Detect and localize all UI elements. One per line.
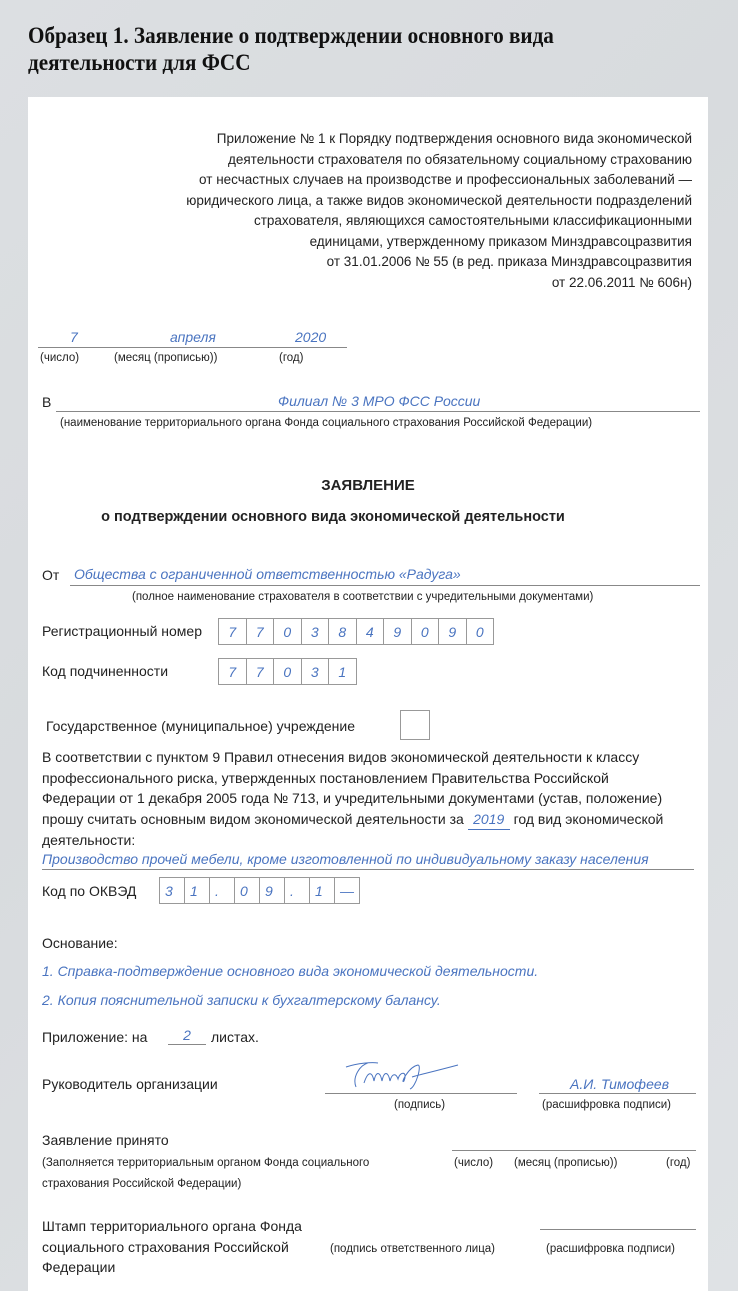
appendix-line: Приложение № 1 к Порядку подтверждения основного вида экономической xyxy=(216,131,692,146)
sub-code-digit[interactable]: 7 xyxy=(218,658,247,685)
head-name-line xyxy=(539,1093,696,1094)
state-institution-label: Государственное (муниципальное) учреждение xyxy=(46,718,355,734)
request-paragraph xyxy=(42,747,702,851)
reg-number-digit[interactable]: 0 xyxy=(411,618,440,645)
sub-code-label: Код подчиненности xyxy=(42,663,169,679)
sub-code-cells[interactable] xyxy=(219,658,357,685)
okved-label: Код по ОКВЭД xyxy=(42,883,137,899)
reg-number-digit[interactable]: 0 xyxy=(466,618,495,645)
appendix-note xyxy=(132,129,692,293)
appendix-line: страхователя, являющихся самостоятельными классификационными xyxy=(253,213,692,228)
appendix-line: юридического лица, а также видов экономической деятельности подразделений xyxy=(186,192,692,208)
signature-image xyxy=(338,1057,478,1096)
appendix-line: от 22.06.2011 № 606н) xyxy=(551,274,692,290)
stamp-name-caption: (расшифровка подписи) xyxy=(546,1243,675,1255)
accepted-day-caption: (число) xyxy=(454,1157,494,1169)
reg-number-digit[interactable]: 4 xyxy=(356,618,385,645)
stamp-line: социального страхования Российской xyxy=(42,1238,289,1255)
okved-char[interactable]: . xyxy=(284,877,310,904)
accepted-note-line: (Заполняется территориальным органом Фонда социального xyxy=(42,1157,370,1169)
accepted-year-caption: (год) xyxy=(666,1157,691,1169)
paragraph-line xyxy=(42,809,702,831)
paragraph-text: год вид экономической xyxy=(513,810,664,827)
reg-number-digit[interactable]: 7 xyxy=(246,618,275,645)
reg-number-digit[interactable]: 9 xyxy=(383,618,412,645)
recipient-caption: (наименование территориального органа Фонда социального страхования Российской Федерации) xyxy=(60,417,593,429)
signature-stroke xyxy=(346,1063,458,1089)
recipient-prefix: В xyxy=(42,394,52,410)
head-signature-caption: (подпись) xyxy=(394,1099,446,1111)
activity-underline xyxy=(42,869,694,870)
paragraph-line: В соответствии с пунктом 9 Правил отнесения видов экономической деятельности к классу xyxy=(42,749,640,765)
stamp-label xyxy=(42,1216,302,1278)
date-year-caption: (год) xyxy=(279,352,304,364)
reg-number-digit[interactable]: 8 xyxy=(328,618,357,645)
from-caption: (полное наименование страхователя в соответствии с учредительными документами) xyxy=(132,591,594,603)
sub-code-digit[interactable]: 7 xyxy=(246,658,275,685)
reg-number-label: Регистрационный номер xyxy=(42,623,202,639)
basis-label: Основание: xyxy=(42,935,118,951)
stamp-name-line xyxy=(540,1229,696,1230)
date-underline xyxy=(38,347,347,348)
appendix-line: от несчастных случаев на производстве и профессиональных заболеваний — xyxy=(199,172,692,187)
date-day[interactable]: 7 xyxy=(70,329,78,345)
accepted-label: Заявление принято xyxy=(42,1132,169,1148)
okved-cells[interactable] xyxy=(160,877,360,904)
state-institution-checkbox[interactable] xyxy=(400,710,430,740)
reg-number-digit[interactable]: 3 xyxy=(301,618,330,645)
report-year[interactable]: 2019 xyxy=(468,809,510,831)
from-value[interactable]: Общества с ограниченной ответственностью «Радуга» xyxy=(74,566,461,582)
date-year[interactable]: 2020 xyxy=(295,329,327,345)
okved-char[interactable]: . xyxy=(209,877,235,904)
attachment-label: Приложение: на xyxy=(42,1029,148,1045)
stamp-line: Федерации xyxy=(42,1259,116,1275)
paragraph-line: Федерации от 1 декабря 2005 года № 713, и учредительными документами (устав, положение) xyxy=(42,790,663,806)
recipient-value[interactable]: Филиал № 3 МРО ФСС России xyxy=(278,393,481,409)
paragraph-line: деятельности: xyxy=(42,832,136,848)
date-month-caption: (месяц (прописью)) xyxy=(114,352,218,364)
okved-char[interactable]: 3 xyxy=(159,877,185,904)
basis-item[interactable]: 2. Копия пояснительной записки к бухгалтерскому балансу. xyxy=(42,992,441,1008)
accepted-month-caption: (месяц (прописью)) xyxy=(514,1157,618,1169)
sub-code-digit[interactable]: 0 xyxy=(273,658,302,685)
stamp-line: Штамп территориального органа Фонда xyxy=(42,1218,302,1234)
paragraph-line: профессионального риска, утвержденных постановлением Правительства Российской xyxy=(42,769,609,786)
okved-char[interactable]: 0 xyxy=(234,877,260,904)
basis-item[interactable]: 1. Справка-подтверждение основного вида экономической деятельности. xyxy=(42,963,539,979)
reg-number-digit[interactable]: 9 xyxy=(438,618,467,645)
okved-char[interactable]: 1 xyxy=(184,877,210,904)
attachment-count[interactable]: 2 xyxy=(168,1027,206,1045)
document-subtitle: о подтверждении основного вида экономической деятельности xyxy=(101,509,565,525)
okved-char[interactable]: 9 xyxy=(259,877,285,904)
appendix-line: деятельности страхователя по обязательному социальному страхованию xyxy=(227,151,692,167)
accepted-note-line: страхования Российской Федерации) xyxy=(42,1178,242,1190)
document-title: ЗАЯВЛЕНИЕ xyxy=(321,477,415,494)
appendix-line: от 31.01.2006 № 55 (в ред. приказа Минздравсоцразвития xyxy=(326,254,692,269)
date-day-caption: (число) xyxy=(40,352,80,364)
document-page xyxy=(28,97,708,1291)
head-label: Руководитель организации xyxy=(42,1076,218,1092)
head-name[interactable]: А.И. Тимофеев xyxy=(570,1076,670,1092)
paragraph-text: прошу считать основным видом экономической деятельности за xyxy=(42,810,464,827)
head-signature-line xyxy=(325,1093,517,1094)
stamp-signature-caption: (подпись ответственного лица) xyxy=(330,1243,496,1255)
reg-number-cells[interactable] xyxy=(219,618,494,645)
sub-code-digit[interactable]: 1 xyxy=(328,658,357,685)
from-prefix: От xyxy=(42,567,60,583)
appendix-line: единицами, утвержденному приказом Минздравсоцразвития xyxy=(309,233,692,249)
date-month[interactable]: апреля xyxy=(170,329,216,345)
sub-code-digit[interactable]: 3 xyxy=(301,658,330,685)
attachment-suffix: листах. xyxy=(211,1029,259,1045)
page-heading: Образец 1. Заявление о подтверждении основного вида деятельности для ФСС xyxy=(28,23,554,75)
head-name-caption: (расшифровка подписи) xyxy=(542,1099,671,1111)
reg-number-digit[interactable]: 7 xyxy=(218,618,247,645)
accepted-date-line xyxy=(452,1150,696,1151)
activity-value[interactable]: Производство прочей мебели, кроме изготовленной по индивидуальному заказу населения xyxy=(42,851,649,867)
recipient-underline xyxy=(56,411,700,412)
from-underline xyxy=(70,585,700,586)
reg-number-digit[interactable]: 0 xyxy=(273,618,302,645)
okved-char[interactable]: 1 xyxy=(309,877,335,904)
okved-char[interactable]: — xyxy=(334,877,360,904)
